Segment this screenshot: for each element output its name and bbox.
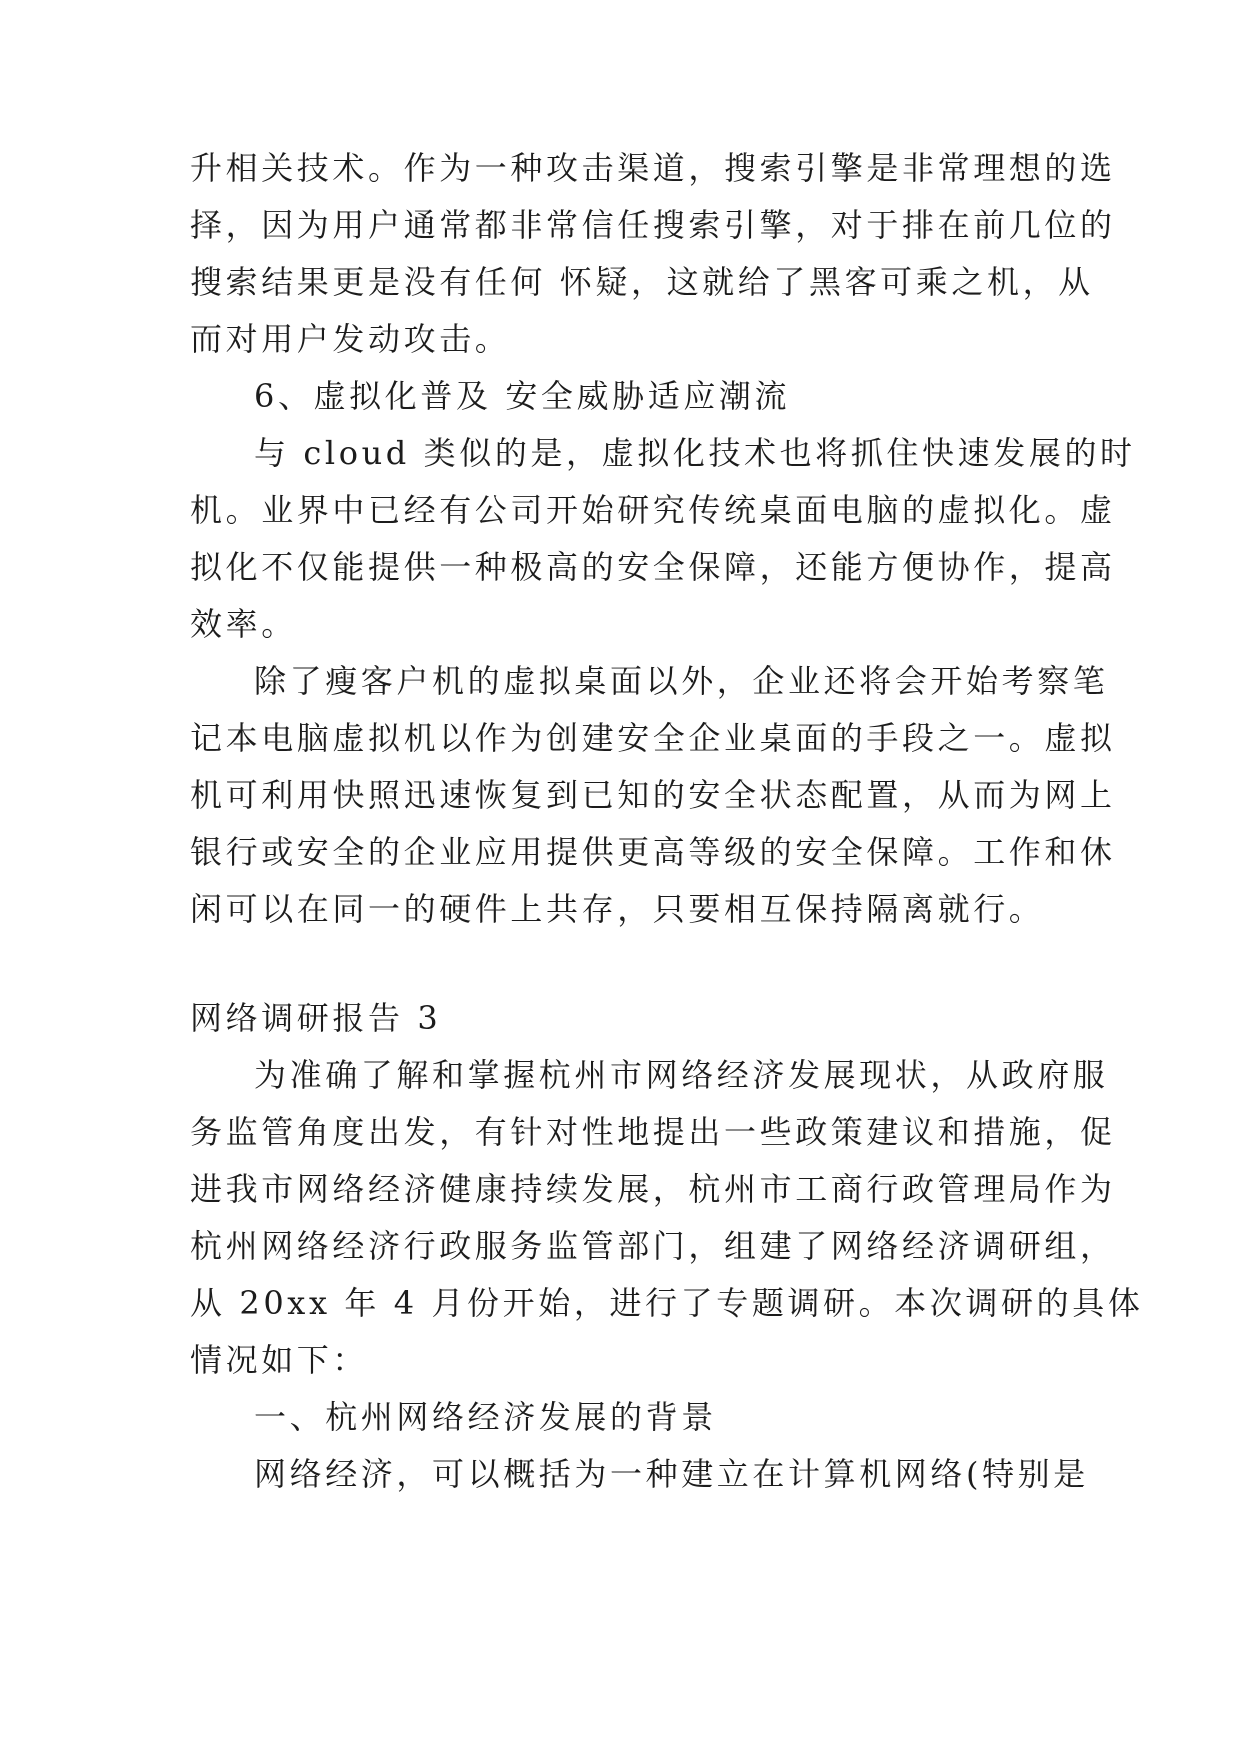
paragraph-line: 与 cloud 类似的是，虚拟化技术也将抓住快速发展的时 xyxy=(254,434,1136,472)
paragraph-line: 记本电脑虚拟机以作为创建安全企业桌面的手段之一。虚拟 xyxy=(190,719,1116,757)
paragraph-line: 杭州网络经济行政服务监管部门，组建了网络经济调研组， xyxy=(190,1227,1116,1265)
paragraph-line: 除了瘦客户机的虚拟桌面以外，企业还将会开始考察笔 xyxy=(254,662,1109,700)
paragraph-line: 从 20xx 年 4 月份开始，进行了专题调研。本次调研的具体 xyxy=(190,1284,1144,1322)
paragraph-line: 为准确了解和掌握杭州市网络经济发展现状，从政府服 xyxy=(254,1056,1109,1094)
paragraph-line: 拟化不仅能提供一种极高的安全保障，还能方便协作，提高 xyxy=(190,548,1116,586)
paragraph-line: 情况如下： xyxy=(190,1341,369,1379)
section-heading: 6、虚拟化普及 安全威胁适应潮流 xyxy=(254,377,791,415)
paragraph-line: 效率。 xyxy=(190,605,297,643)
paragraph-line: 进我市网络经济健康持续发展，杭州市工商行政管理局作为 xyxy=(190,1170,1116,1208)
paragraph-line: 机可利用快照迅速恢复到已知的安全状态配置，从而为网上 xyxy=(190,776,1116,814)
paragraph-line: 银行或安全的企业应用提供更高等级的安全保障。工作和休 xyxy=(190,833,1116,871)
paragraph-line: 择，因为用户通常都非常信任搜索引擎，对于排在前几位的 xyxy=(190,206,1116,244)
paragraph-line: 搜索结果更是没有任何 怀疑，这就给了黑客可乘之机，从 xyxy=(190,263,1094,301)
paragraph-line: 务监管角度出发，有针对性地提出一些政策建议和措施，促 xyxy=(190,1113,1116,1151)
paragraph-line: 机。业界中已经有公司开始研究传统桌面电脑的虚拟化。虚 xyxy=(190,491,1116,529)
paragraph-line: 而对用户发动攻击。 xyxy=(190,320,511,358)
report-title: 网络调研报告 3 xyxy=(190,999,442,1037)
paragraph-line: 网络经济，可以概括为一种建立在计算机网络(特别是 xyxy=(254,1455,1089,1493)
section-heading: 一、杭州网络经济发展的背景 xyxy=(254,1398,717,1436)
paragraph-line: 闲可以在同一的硬件上共存，只要相互保持隔离就行。 xyxy=(190,890,1045,928)
paragraph-line: 升相关技术。作为一种攻击渠道，搜索引擎是非常理想的选 xyxy=(190,149,1116,187)
